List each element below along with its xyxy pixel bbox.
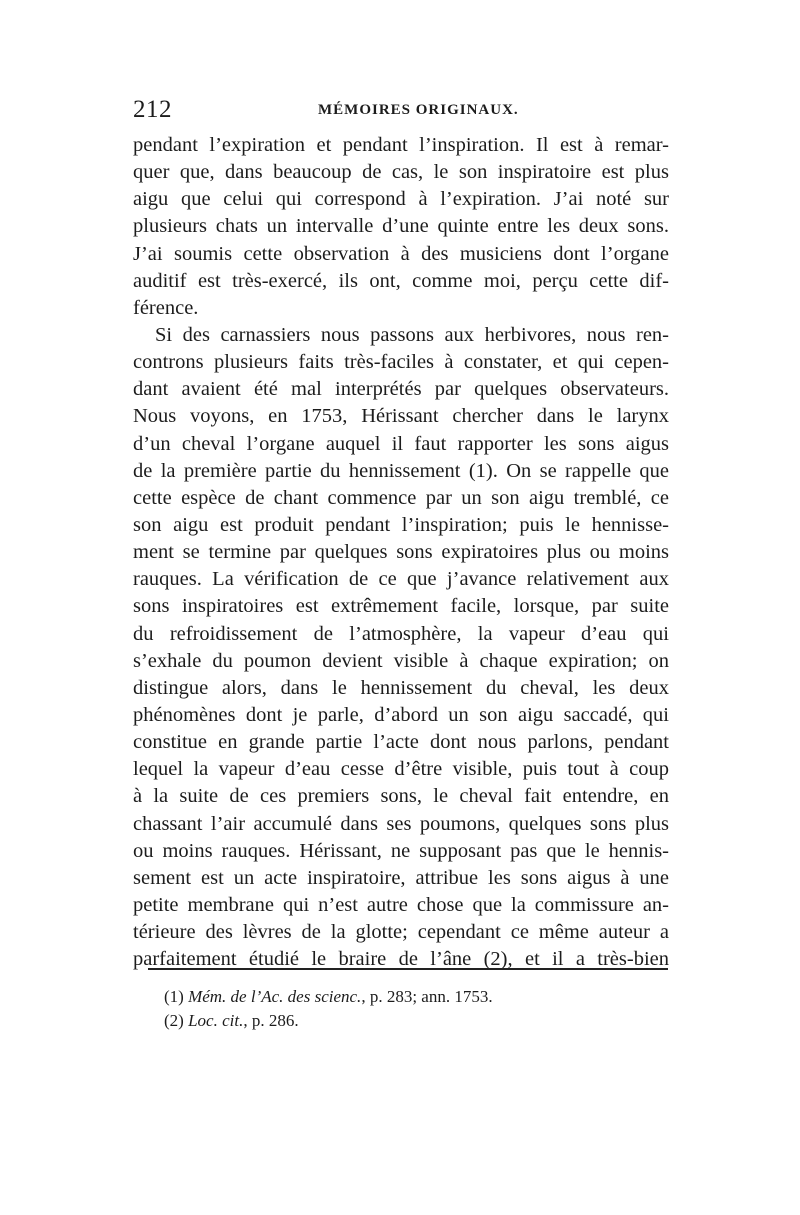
text-line: à la suite de ces premiers sons, le cheval fait entendre, en [133,785,669,808]
running-head: MÉMOIRES ORIGINAUX. [318,102,519,118]
page-header [133,96,666,124]
text-line: parfaitement étudié le braire de l’âne (2), et il a très-bien [133,948,669,971]
footnote-1 [164,985,584,1009]
text-line: sons inspiratoires est extrêmement facile, lorsque, par suite [133,595,669,618]
text-line: cette espèce de chant commence par un son aigu tremblé, ce [133,486,669,509]
text-line: sement est un acte inspiratoire, attribue les sons aigus à une [133,866,669,889]
text-line: s’exhale du poumon devient visible à chaque expiration; on [133,649,669,672]
body-text [133,132,669,973]
text-line: petite membrane qui n’est autre chose que la commissure an- [133,893,669,916]
footnote-detail: , p. 286. [243,1011,299,1030]
text-line: plusieurs chats un intervalle d’une quinte entre les deux sons. [133,215,669,238]
text-line: Nous voyons, en 1753, Hérissant chercher dans le larynx [133,405,669,428]
footnote-2 [164,1009,584,1033]
text-line: chassant l’air accumulé dans ses poumons, quelques sons plus [133,812,669,835]
footnote-citation: Loc. cit. [188,1011,244,1030]
text-line: phénomènes dont je parle, d’abord un son aigu saccadé, qui [133,703,669,726]
text-line: quer que, dans beaucoup de cas, le son inspiratoire est plus [133,161,669,184]
text-line: Si des carnassiers nous passons aux herbivores, nous ren- [155,323,669,346]
text-line: constitue en grande partie l’acte dont nous parlons, pendant [133,731,669,754]
footnote-marker: (2) [164,1011,184,1030]
text-line: ou moins rauques. Hérissant, ne supposant pas que le hennis- [133,839,669,862]
footnote-citation: Mém. de l’Ac. des scienc. [188,987,362,1006]
footnotes [164,985,584,1033]
footnote-marker: (1) [164,987,184,1006]
text-line: auditif est très-exercé, ils ont, comme moi, perçu cette dif- [133,269,669,292]
text-line: lequel la vapeur d’eau cesse d’être visible, puis tout à coup [133,758,669,781]
page-number: 212 [133,96,172,123]
text-line: aigu que celui qui correspond à l’expiration. J’ai noté sur [133,188,669,211]
text-line: son aigu est produit pendant l’inspiration; puis le hennisse- [133,513,669,536]
footnote-detail: , p. 283; ann. 1753. [361,987,493,1006]
text-line: dant avaient été mal interprétés par quelques observateurs. [133,378,669,401]
text-line: ment se termine par quelques sons expiratoires plus ou moins [133,541,669,564]
text-line: rauques. La vérification de ce que j’avance relativement aux [133,568,669,591]
text-line: férence. [133,296,199,319]
text-line: térieure des lèvres de la glotte; cependant ce même auteur a [133,921,669,944]
text-line: J’ai soumis cette observation à des musiciens dont l’organe [133,242,669,265]
text-line: de la première partie du hennissement (1). On se rappelle que [133,459,669,482]
text-line: controns plusieurs faits très-faciles à constater, et qui cepen- [133,351,669,374]
text-line: d’un cheval l’organe auquel il faut rapporter les sons aigus [133,432,669,455]
text-line: du refroidissement de l’atmosphère, la vapeur d’eau qui [133,622,669,645]
text-line: pendant l’expiration et pendant l’inspiration. Il est à remar- [133,134,669,156]
footnote-separator [148,968,668,970]
text-line: distingue alors, dans le hennissement du cheval, les deux [133,676,669,699]
